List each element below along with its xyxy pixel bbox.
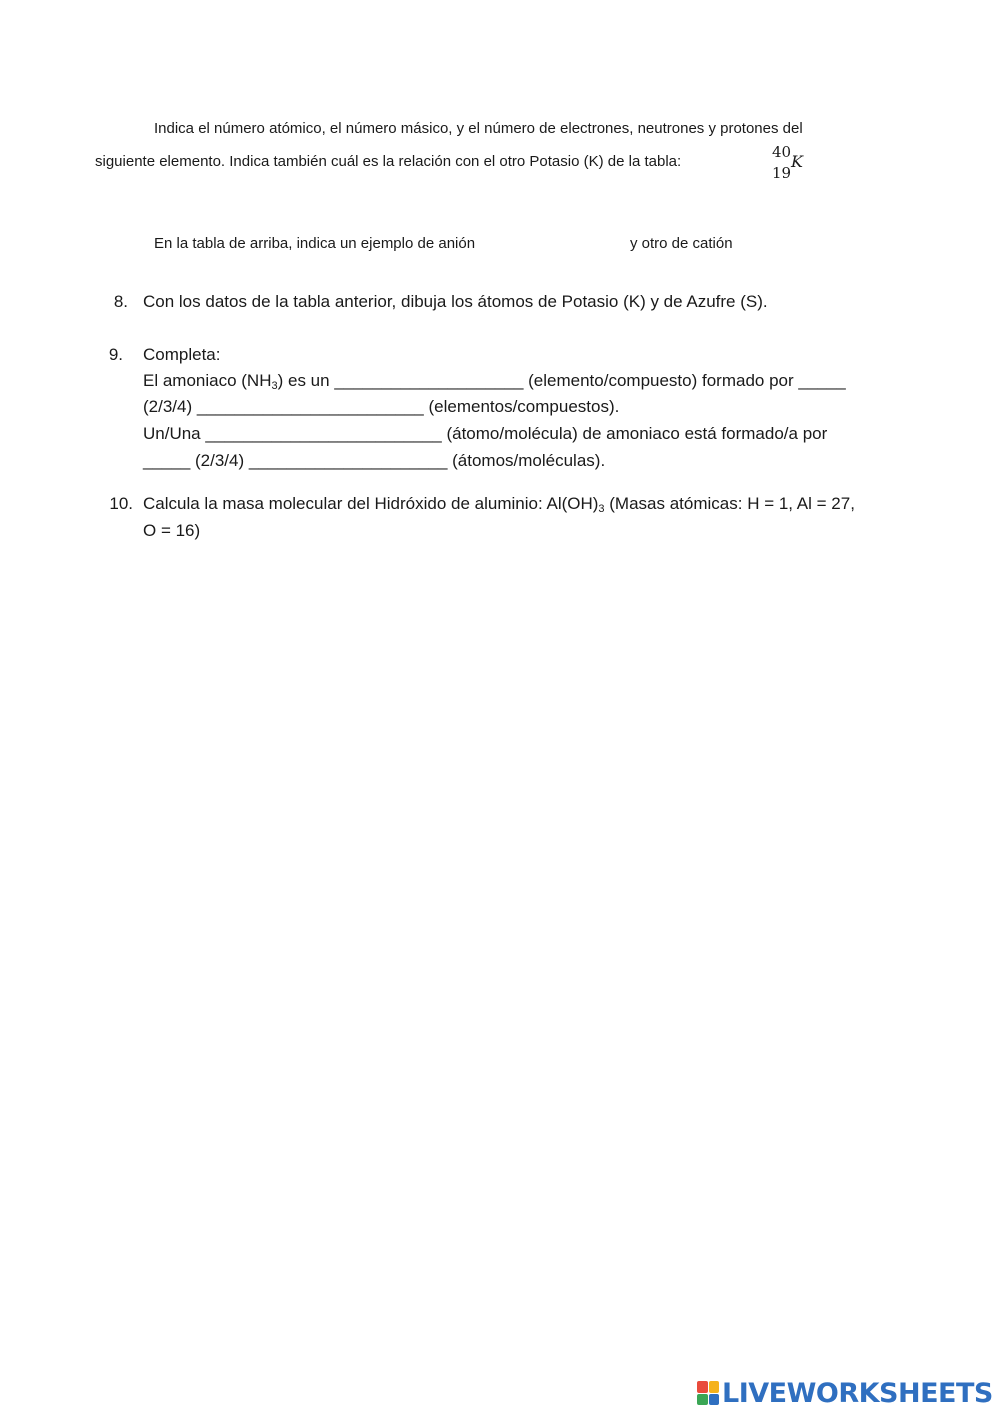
question-10-line-1-end: (Masas atómicas: H = 1, Al = 27, <box>604 494 855 513</box>
question-10-line-1 <box>143 494 855 514</box>
intro-line-2: siguiente elemento. Indica también cuál es la relación con el otro Potasio (K) de la tabla: <box>95 153 682 170</box>
isotope-mass-number: 40 <box>772 143 792 161</box>
logo-icon-square-3 <box>697 1394 708 1406</box>
question-9-line-1-start: El amoniaco (NH <box>143 371 272 390</box>
liveworksheets-logo-icon <box>697 1381 719 1405</box>
ions-prompt: En la tabla de arriba, indica un ejemplo de anión <box>154 235 476 252</box>
question-9-line-3: Un/Una _________________________ (átomo/molécula) de amoniaco está formado/a por <box>143 424 828 443</box>
liveworksheets-logo <box>697 1378 993 1408</box>
question-10-line-2: O = 16) <box>143 521 201 540</box>
isotope-notation <box>770 143 815 183</box>
intro-line-1: Indica el número atómico, el número másico, y el número de electrones, neutrones y protones del <box>154 120 803 137</box>
question-9-line-1 <box>143 371 846 391</box>
ions-prompt-cation: y otro de catión <box>630 235 733 252</box>
question-10-line-1-start: Calcula la masa molecular del Hidróxido de aluminio: Al(OH) <box>143 494 599 513</box>
logo-icon-square-2 <box>709 1381 720 1393</box>
hydroxide-subscript: 3 <box>598 503 605 515</box>
question-9-line-4: _____ (2/3/4) _____________________ (átomos/moléculas). <box>143 451 606 470</box>
question-9-line-1-end: ) es un ____________________ (elemento/compuesto) formado por _____ <box>277 371 846 390</box>
logo-icon-square-4 <box>709 1394 720 1406</box>
liveworksheets-logo-text: LIVEWORKSHEETS <box>722 1377 993 1409</box>
question-9-number: 9. <box>108 345 123 364</box>
question-10-number: 10. <box>109 494 133 513</box>
question-9-title: Completa: <box>143 345 221 364</box>
question-8-number: 8. <box>113 292 128 311</box>
question-9-line-2: (2/3/4) ________________________ (elementos/compuestos). <box>143 397 620 416</box>
ammonia-subscript: 3 <box>271 380 278 392</box>
isotope-atomic-number: 19 <box>772 164 792 182</box>
question-8-text: Con los datos de la tabla anterior, dibuja los átomos de Potasio (K) y de Azufre (S). <box>143 292 768 311</box>
logo-icon-square-1 <box>697 1381 708 1393</box>
isotope-symbol: K <box>791 152 803 171</box>
